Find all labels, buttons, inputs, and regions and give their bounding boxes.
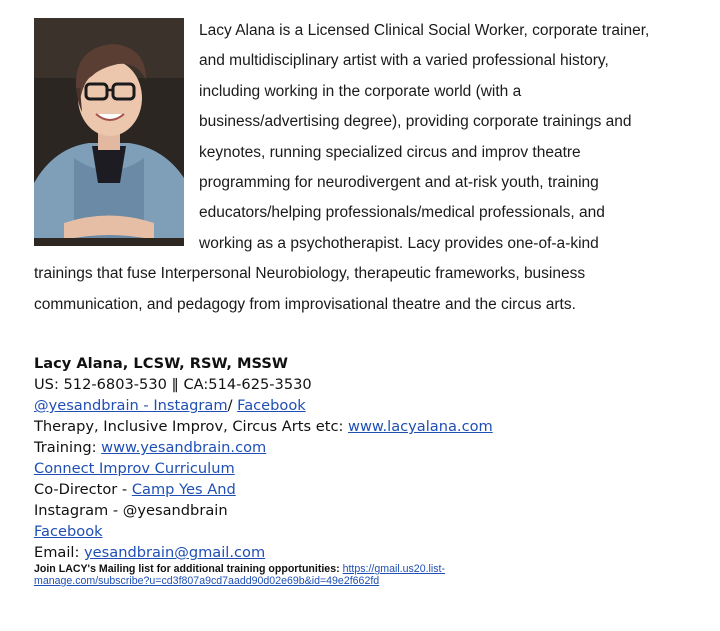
bio-line: educators/helping professionals/medical professionals, and	[199, 204, 605, 222]
social-links-row	[34, 395, 704, 416]
bio-line: programming for neurodivergent and at-risk youth, training	[199, 174, 599, 192]
therapy-label: Therapy, Inclusive Improv, Circus Arts etc:	[34, 418, 349, 435]
mailing-list-link-part2[interactable]: manage.com/subscribe?u=cd3f807a9cd7aadd90d02e69b&id=49e2f662fd	[34, 575, 380, 587]
bio-line: trainings that fuse Interpersonal Neurobiology, therapeutic frameworks, business	[34, 265, 586, 283]
bio-line: working as a psychotherapist. Lacy provides one-of-a-kind	[199, 234, 599, 252]
facebook-link[interactable]: Facebook	[237, 397, 306, 414]
yesandbrain-website-link[interactable]: www.yesandbrain.com	[101, 439, 267, 456]
bio-line: including working in the corporate world (with a	[199, 82, 522, 100]
bio-line: and multidisciplinary artist with a varied professional history,	[199, 52, 609, 70]
codirector-label: Co-Director -	[34, 481, 132, 498]
contact-phones: US: 512-6803-530 ‖ CA:514-625-3530	[34, 376, 312, 393]
bio-line: Lacy Alana is a Licensed Clinical Social Worker, corporate trainer,	[199, 22, 650, 39]
contact-name: Lacy Alana, LCSW, RSW, MSSW	[34, 355, 288, 372]
email-link[interactable]: yesandbrain@gmail.com	[84, 544, 266, 561]
mailing-list-row-2	[34, 575, 704, 587]
connect-improv-curriculum-link[interactable]: Connect Improv Curriculum	[34, 460, 235, 477]
bio-line: communication, and pedagogy from improvisational theatre and the circus arts.	[34, 295, 576, 313]
training-label: Training:	[34, 439, 102, 456]
bio-paragraph	[34, 16, 710, 320]
email-row	[34, 542, 704, 563]
instagram-handle-text: Instagram - @yesandbrain	[34, 502, 228, 519]
mailing-list-label: Join LACY's Mailing list for additional training opportunities:	[34, 563, 343, 575]
lacyalana-website-link[interactable]: www.lacyalana.com	[348, 418, 493, 435]
curriculum-row	[34, 458, 704, 479]
mailing-list-link-part1[interactable]: https://gmail.us20.list-	[342, 563, 446, 575]
separator-slash: /	[227, 397, 238, 414]
bio-line: keynotes, running specialized circus and improv theatre	[199, 143, 581, 161]
training-row	[34, 437, 704, 458]
codirector-row	[34, 479, 704, 500]
instagram-link[interactable]: @yesandbrain - Instagram	[34, 397, 228, 414]
facebook-row	[34, 521, 704, 542]
contact-block	[34, 353, 704, 587]
mailing-list-row	[34, 563, 704, 575]
therapy-row	[34, 416, 704, 437]
bio-line: business/advertising degree), providing corporate trainings and	[199, 113, 632, 131]
email-label: Email:	[34, 544, 85, 561]
camp-yes-and-link[interactable]: Camp Yes And	[131, 481, 236, 498]
facebook-link-2[interactable]: Facebook	[34, 523, 103, 540]
